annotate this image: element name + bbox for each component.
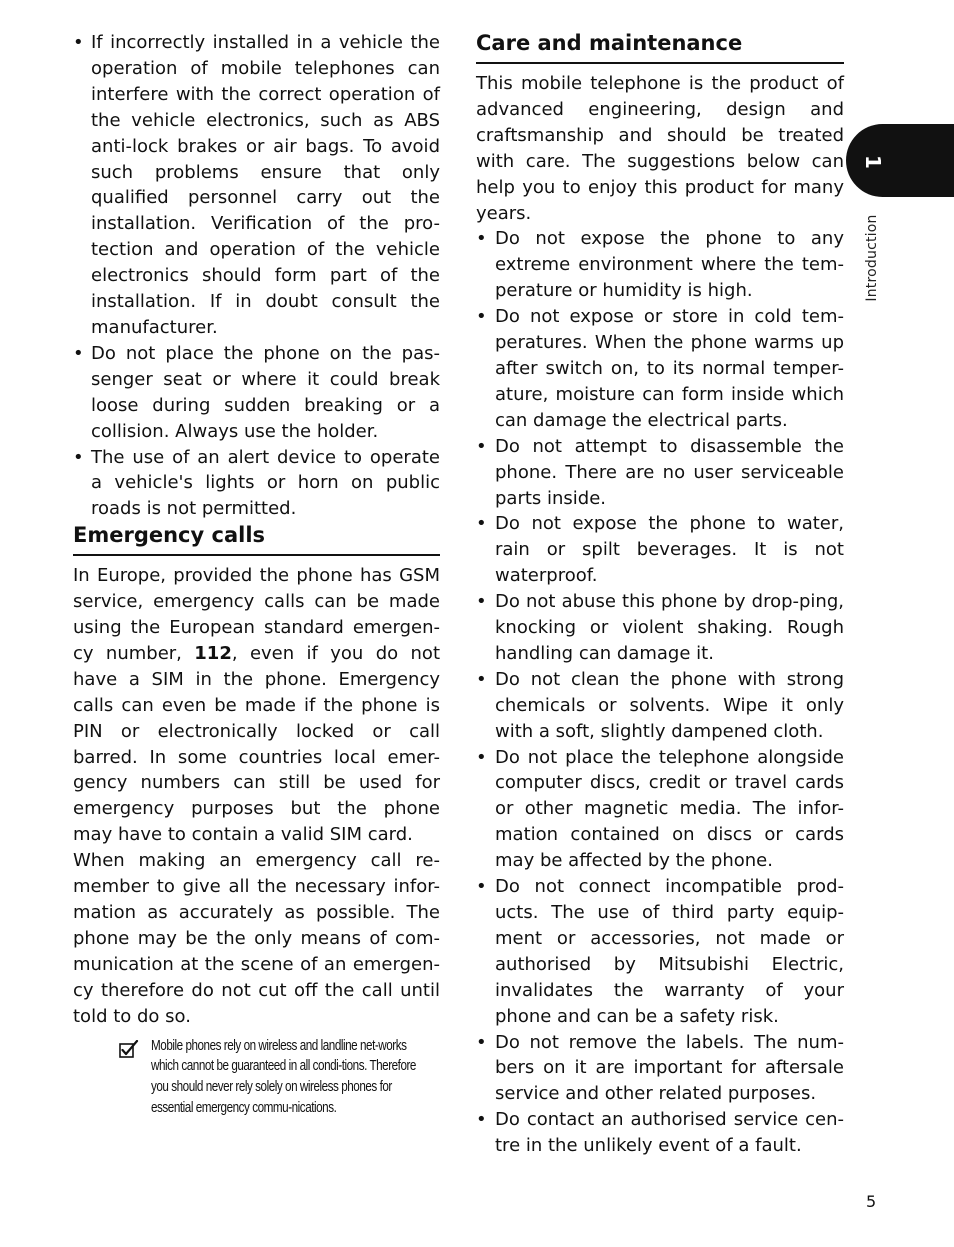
list-item: • Do not connect incompatible prod-ucts. The use of third party equip-ment or accessories, not made or authorised by Mitsubishi Electric, invalidates the warranty of your phone and can be a safety risk. (476, 874, 844, 1029)
list-item: • Do not expose or store in cold tem-peratures. When the phone warms up after switch on, to its normal temper-ature, moisture can form inside which can damage the electrical parts. (476, 304, 844, 434)
emergency-calls-heading: Emergency calls (73, 522, 440, 556)
note-text: Mobile phones rely on wireless and landline net-works which cannot be guaranteed in all condi-tions. Therefore you should never rely solely on wireless phones for essential emergency commu-nications. (151, 1036, 416, 1116)
list-item: • Do not clean the phone with strong chemicals or solvents. Wipe it only with a soft, slightly dampened cloth. (476, 667, 844, 745)
list-item: • If incorrectly installed in a vehicle the operation of mobile telephones can interfere with the correct operation of the vehicle electronics, such as ABS anti-lock brakes or air bags. To avoid such problems ensure that only qualified personnel carry out the installation. Verification of the pro-tection and operation of the vehicle electronics should form part of the installation. If in doubt consult the manufacturer. (73, 30, 440, 341)
emergency-paragraph-2: When making an emergency call re-member to give all the necessary infor-mation as accurately as possible. The phone may be the only means of com-munication at the scene of an emergen-cy therefore do not cut off the call until told to do so. (73, 850, 440, 1027)
emergency-note (73, 1036, 440, 1119)
care-intro: This mobile telephone is the product of advanced engineering, design and craftsmanship and should be treated with care. The suggestions below can help you to enjoy this product for many years. (476, 73, 844, 224)
chapter-label-text: Introduction (864, 214, 880, 302)
emergency-text-part: In Europe, provided the phone has GSM service, emergency calls can be made using the European standard emergen-cy number, (73, 565, 440, 664)
list-item: • Do not attempt to disassemble the phone. There are no user serviceable parts inside. (476, 434, 844, 512)
emergency-text-part: , even if you do not have a SIM in the phone. Emergency calls can even be made if the phone is PIN or electronically locked or call barred. In some countries local emer-gency numbers can still be used for emergency purposes but the phone may have to contain a valid SIM card. (73, 642, 440, 846)
vehicle-bullet-list (73, 30, 440, 522)
list-item: • Do not expose the phone to water, rain or spilt beverages. It is not waterproof. (476, 511, 844, 589)
list-item: • Do contact an authorised service cen-tre in the unlikely event of a fault. (476, 1107, 844, 1159)
chapter-label (862, 210, 882, 306)
list-item: • The use of an alert device to operate a vehicle's lights or horn on public roads is not permitted. (73, 445, 440, 523)
right-column (476, 30, 844, 1159)
list-item: • Do not abuse this phone by drop-ping, knocking or violent shaking. Rough handling can damage it. (476, 589, 844, 667)
left-column (73, 30, 440, 1119)
care-maintenance-heading: Care and maintenance (476, 30, 844, 64)
list-item: • Do not expose the phone to any extreme environment where the tem-perature or humidity is high. (476, 226, 844, 304)
page-number: 5 (866, 1192, 877, 1211)
list-item: • Do not place the telephone alongside computer discs, credit or travel cards or other magnetic media. The infor-mation contained on discs or cards may be affected by the phone. (476, 745, 844, 875)
checkmark-box-icon (119, 1040, 139, 1058)
list-item: • Do not remove the labels. The num-bers on it are important for aftersale service and other related purposes. (476, 1030, 844, 1108)
emergency-paragraph-1 (73, 563, 440, 848)
list-item: • Do not place the phone on the pas-senger seat or where it could break loose during sudden breaking or a collision. Always use the holder. (73, 341, 440, 445)
chapter-number: 1 (861, 155, 885, 169)
emergency-number: 112 (194, 642, 232, 664)
care-bullet-list (476, 226, 844, 1159)
